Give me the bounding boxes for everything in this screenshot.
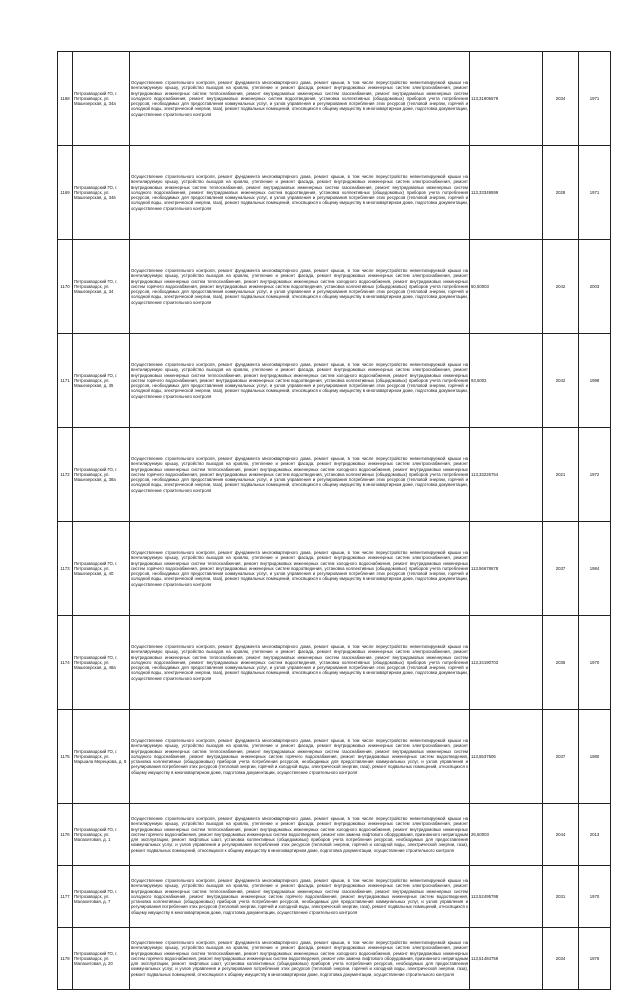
row-number: 1172 (58, 428, 73, 522)
row-number: 1178 (58, 928, 73, 990)
construction-year: 1971 (579, 52, 611, 146)
building-address: Петрозаводский ГО, г. Петрозаводск, ул. Машезерская, д. 40 (73, 522, 130, 616)
cost-value: 113,56678678 (470, 522, 543, 616)
work-description-text: Осуществление строительного контроля, ремонт фундамента многоквартирного дома, ремонт крыши, в том числе переустройство невентилируемой крыши на вентилируемую крышу, устройство выходов на кровлю, утепление и ремонт фасада, ремонт внутридомовых инженерных систем электроснабжения, ремонт внутридомовых инженерных систем теплоснабжения, ремонт внутридомовых инженерных систем холодного водоснабжения, ремонт внутридомовых инженерных систем горячего водоснабжения, ремонт внутридомовых инженерных систем водоотведения, установка коллективных (общедомовых) приборов учета потребления ресурсов, необходимых для предоставления коммунальных услуг, и узлов управления и регулирования потребления этих ресурсов (тепловой энергии, горячей и холодной воды, электрической энергии, газа), ремонт подвальных помещений, относящихся к общему имуществу в многоквартирном доме, подготовка документации, осуществление строительного контроля (131, 267, 468, 305)
planned-year: 2042 (543, 240, 579, 334)
planned-year: 2031 (543, 866, 579, 928)
building-address: Петрозаводский ГО, г. Петрозаводск, ул. Малахитовая, д. 20 (73, 928, 130, 990)
construction-year: 1998 (579, 334, 611, 428)
construction-year: 1980 (579, 710, 611, 804)
table-row (58, 522, 611, 616)
planned-year: 2034 (543, 928, 579, 990)
work-description (130, 710, 470, 804)
cost-value: 113,52495798 (470, 866, 543, 928)
row-number: 1174 (58, 616, 73, 710)
building-address: Петрозаводский ГО, г. Петрозаводск, ул. Маршала Мерецкова, д. 8 (73, 710, 130, 804)
work-description-text: Осуществление строительного контроля, ремонт фундамента многоквартирного дома, ремонт крыши, в том числе переустройство невентилируемой крыши на вентилируемую крышу, устройство выходов на кровлю, утепление и ремонт фасада, ремонт внутридомовых инженерных систем электроснабжения, ремонт внутридомовых инженерных систем теплоснабжения, ремонт внутридомовых инженерных систем холодного водоснабжения, ремонт внутридомовых инженерных систем горячего водоснабжения, ремонт внутридомовых инженерных систем водоотведения, установка коллективных (общедомовых) приборов учета потребления ресурсов, необходимых для предоставления коммунальных услуг, и узлов управления и регулирования потребления этих ресурсов (тепловой энергии, горячей и холодной воды, электрической энергии, газа), ремонт подвальных помещений, относящихся к общему имуществу в многоквартирном доме, подготовка документации, осуществление строительного контроля (131, 549, 468, 587)
cost-value: 113,5537506 (470, 710, 543, 804)
work-description (130, 616, 470, 710)
work-description (130, 866, 470, 928)
planned-year: 2037 (543, 710, 579, 804)
planned-year: 2035 (543, 616, 579, 710)
planned-year: 2028 (543, 146, 579, 240)
row-number: 1171 (58, 334, 73, 428)
work-description (130, 522, 470, 616)
cost-value: 50,50003 (470, 240, 543, 334)
cost-value: 113,33226754 (470, 428, 543, 522)
planned-year: 2034 (543, 52, 579, 146)
building-address: Петрозаводский ГО, г. Петрозаводск, ул. Машезерская, д. 48а (73, 616, 130, 710)
table-row (58, 804, 611, 866)
cost-value: 113,34190703 (470, 616, 543, 710)
construction-year: 1970 (579, 866, 611, 928)
table-row (58, 240, 611, 334)
construction-year: 2013 (579, 804, 611, 866)
construction-year: 1971 (579, 146, 611, 240)
cost-value: 113,51484759 (470, 928, 543, 990)
row-number: 1175 (58, 710, 73, 804)
work-description-text: Осуществление строительного контроля, ремонт фундамента многоквартирного дома, ремонт крыши, в том числе переустройство невентилируемой крыши на вентилируемую крышу, устройство выходов на кровлю, утепление и ремонт фасада, ремонт внутридомовых инженерных систем электроснабжения, ремонт внутридомовых инженерных систем теплоснабжения, ремонт внутридомовых инженерных систем холодного водоснабжения, ремонт внутридомовых инженерных систем горячего водоснабжения, ремонт внутридомовых инженерных систем водоотведения, установка коллективных (общедомовых) приборов учета потребления ресурсов, необходимых для предоставления коммунальных услуг, и узлов управления и регулирования потребления этих ресурсов (тепловой энергии, горячей и холодной воды, электрической энергии, газа), ремонт подвальных помещений, относящихся к общему имуществу в многоквартирном доме, подготовка документации, осуществление строительного контроля (131, 455, 468, 493)
registry-table-body (58, 52, 611, 990)
table-row (58, 428, 611, 522)
construction-year: 1970 (579, 616, 611, 710)
building-address: Петрозаводский ГО, г. Петрозаводск, ул. Машезерская, д. 34а (73, 52, 130, 146)
construction-year: 1984 (579, 522, 611, 616)
building-address: Петрозаводский ГО, г. Петрозаводск, ул. Машезерская, д. 38а (73, 428, 130, 522)
cost-value: 113,33349599 (470, 146, 543, 240)
cost-value: 93,5002 (470, 334, 543, 428)
row-number: 1170 (58, 240, 73, 334)
work-description (130, 146, 470, 240)
planned-year: 2044 (543, 804, 579, 866)
cost-value: 26,50003 (470, 804, 543, 866)
construction-year: 1972 (579, 428, 611, 522)
table-row (58, 334, 611, 428)
work-description-text: Осуществление строительного контроля, ремонт фундамента многоквартирного дома, ремонт крыши, в том числе переустройство невентилируемой крыши на вентилируемую крышу, устройство выходов на кровлю, утепление и ремонт фасада, ремонт внутридомовых инженерных систем электроснабжения, ремонт внутридомовых инженерных систем теплоснабжения, ремонт внутридомовых инженерных систем газоснабжения, ремонт внутридомовых инженерных систем холодного водоснабжения, ремонт внутридомовых инженерных систем водоотведения, установка коллективных (общедомовых) приборов учета потребления ресурсов, необходимых для предоставления коммунальных услуг, и узлов управления и регулирования потребления этих ресурсов (тепловой энергии, горячей и холодной воды, электрической энергии, газа), ремонт подвальных помещений, относящихся к общему имуществу в многоквартирном доме, подготовка документации, осуществление строительного контроля (131, 79, 468, 117)
row-number: 1176 (58, 804, 73, 866)
table-row (58, 866, 611, 928)
work-description-text: Осуществление строительного контроля, ремонт фундамента многоквартирного дома, ремонт крыши, в том числе переустройство невентилируемой крыши на вентилируемую крышу, устройство выходов на кровлю, утепление и ремонт фасада, ремонт внутридомовых инженерных систем электроснабжения, ремонт внутридомовых инженерных систем теплоснабжения, ремонт внутридомовых инженерных систем холодного водоснабжения, ремонт внутридомовых инженерных систем горячего водоснабжения, ремонт внутридомовых инженерных систем водоотведения, установка коллективных (общедомовых) приборов учета потребления ресурсов, необходимых для предоставления коммунальных услуг, и узлов управления и регулирования потребления этих ресурсов (тепловой энергии, горячей и холодной воды, электрической энергии, газа), ремонт подвальных помещений, относящихся к общему имуществу в многоквартирном доме, подготовка документации, осуществление строительного контроля (131, 361, 468, 399)
row-number: 1169 (58, 146, 73, 240)
work-description-text: Осуществление строительного контроля, ремонт фундамента многоквартирного дома, ремонт крыши, в том числе переустройство невентилируемой крыши на вентилируемую крышу, устройство выходов на кровлю, утепление и ремонт фасада, ремонт внутридомовых инженерных систем электроснабжения, ремонт внутридомовых инженерных систем теплоснабжения, ремонт внутридомовых инженерных систем холодного водоснабжения, ремонт внутридомовых инженерных систем горячего водоснабжения, ремонт внутридомовых инженерных систем водоотведения, ремонт или замена лифтового оборудования, признанного непригодным для эксплуатации, ремонт лифтовых шахт, установка коллективных (общедомовых) приборов учета потребления ресурсов, необходимых для предоставления коммунальных услуг, и узлов управления и регулирования потребления этих ресурсов (тепловой энергии, горячей и холодной воды, электрической энергии, газа), ремонт подвальных помещений, относящихся к общему имуществу в многоквартирном доме, подготовка документации, осуществление строительного контроля (131, 815, 468, 853)
table-row (58, 616, 611, 710)
registry-table (57, 51, 611, 990)
row-number: 1173 (58, 522, 73, 616)
cost-value: 113,31905679 (470, 52, 543, 146)
table-row (58, 928, 611, 990)
building-address: Петрозаводский ГО, г. Петрозаводск, ул. Малахитовая, д. 1 (73, 804, 130, 866)
work-description-text: Осуществление строительного контроля, ремонт фундамента многоквартирного дома, ремонт крыши, в том числе переустройство невентилируемой крыши на вентилируемую крышу, устройство выходов на кровлю, утепление и ремонт фасада, ремонт внутридомовых инженерных систем электроснабжения, ремонт внутридомовых инженерных систем теплоснабжения, ремонт внутридомовых инженерных систем газоснабжения, ремонт внутридомовых инженерных систем холодного водоснабжения, ремонт внутридомовых инженерных систем водоотведения, установка коллективных (общедомовых) приборов учета потребления ресурсов, необходимых для предоставления коммунальных услуг, и узлов управления и регулирования потребления этих ресурсов (тепловой энергии, горячей и холодной воды, электрической энергии, газа), ремонт подвальных помещений, относящихся к общему имуществу в многоквартирном доме, подготовка документации, осуществление строительного контроля (131, 643, 468, 681)
work-description (130, 334, 470, 428)
registry-page (57, 51, 600, 990)
table-row (58, 52, 611, 146)
building-address: Петрозаводский ГО, г. Петрозаводск, ул. Машезерская, д. 35 (73, 334, 130, 428)
work-description (130, 428, 470, 522)
planned-year: 2021 (543, 428, 579, 522)
work-description (130, 804, 470, 866)
building-address: Петрозаводский ГО, г. Петрозаводск, ул. Машезерская, д. 34в (73, 146, 130, 240)
planned-year: 2042 (543, 334, 579, 428)
building-address: Петрозаводский ГО, г. Петрозаводск, ул. Машезерская, д. 34 (73, 240, 130, 334)
work-description (130, 928, 470, 990)
building-address: Петрозаводский ГО, г. Петрозаводск, ул. Малахитовая, д. 7 (73, 866, 130, 928)
row-number: 1177 (58, 866, 73, 928)
work-description-text: Осуществление строительного контроля, ремонт фундамента многоквартирного дома, ремонт крыши, в том числе переустройство невентилируемой крыши на вентилируемую крышу, устройство выходов на кровлю, утепление и ремонт фасада, ремонт внутридомовых инженерных систем электроснабжения, ремонт внутридомовых инженерных систем теплоснабжения, ремонт внутридомовых инженерных систем газоснабжения, ремонт внутридомовых инженерных систем холодного водоснабжения, ремонт внутридомовых инженерных систем водоотведения, установка коллективных (общедомовых) приборов учета потребления ресурсов, необходимых для предоставления коммунальных услуг, и узлов управления и регулирования потребления этих ресурсов (тепловой энергии, горячей и холодной воды, электрической энергии, газа), ремонт подвальных помещений, относящихся к общему имуществу в многоквартирном доме, подготовка документации, осуществление строительного контроля (131, 173, 468, 211)
work-description (130, 52, 470, 146)
work-description (130, 240, 470, 334)
work-description-text: Осуществление строительного контроля, ремонт фундамента многоквартирного дома, ремонт крыши, в том числе переустройство невентилируемой крыши на вентилируемую крышу, устройство выходов на кровлю, утепление и ремонт фасада, ремонт внутридомовых инженерных систем электроснабжения, ремонт внутридомовых инженерных систем теплоснабжения, ремонт внутридомовых инженерных систем газоснабжения, ремонт внутридомовых инженерных систем холодного водоснабжения, ремонт внутридомовых инженерных систем горячего водоснабжения, ремонт внутридомовых инженерных систем водоотведения, установка коллективных (общедомовых) приборов учета потребления ресурсов, необходимых для предоставления коммунальных услуг, и узлов управления и регулирования потребления этих ресурсов (тепловой энергии, горячей и холодной воды, электрической энергии, газа), ремонт подвальных помещений, относящихся к общему имуществу в многоквартирном доме, подготовка документации, осуществление строительного контроля (131, 877, 468, 915)
table-row (58, 146, 611, 240)
construction-year: 2003 (579, 240, 611, 334)
work-description-text: Осуществление строительного контроля, ремонт фундамента многоквартирного дома, ремонт крыши, в том числе переустройство невентилируемой крыши на вентилируемую крышу, устройство выходов на кровлю, утепление и ремонт фасада, ремонт внутридомовых инженерных систем электроснабжения, ремонт внутридомовых инженерных систем теплоснабжения, ремонт внутридомовых инженерных систем холодного водоснабжения, ремонт внутридомовых инженерных систем горячего водоснабжения, ремонт внутридомовых инженерных систем водоотведения, ремонт или замена лифтового оборудования, признанного непригодным для эксплуатации, ремонт лифтовых шахт, установка коллективных (общедомовых) приборов учета потребления ресурсов, необходимых для предоставления коммунальных услуг, и узлов управления и регулирования потребления этих ресурсов (тепловой энергии, горячей и холодной воды, электрической энергии, газа), ремонт подвальных помещений, относящихся к общему имуществу в многоквартирном доме, подготовка документации, осуществление строительного контроля (131, 939, 468, 977)
table-row (58, 710, 611, 804)
planned-year: 2037 (543, 522, 579, 616)
row-number: 1168 (58, 52, 73, 146)
construction-year: 1976 (579, 928, 611, 990)
work-description-text: Осуществление строительного контроля, ремонт фундамента многоквартирного дома, ремонт крыши, в том числе переустройство невентилируемой крыши на вентилируемую крышу, устройство выходов на кровлю, утепление и ремонт фасада, ремонт внутридомовых инженерных систем электроснабжения, ремонт внутридомовых инженерных систем теплоснабжения, ремонт внутридомовых инженерных систем газоснабжения, ремонт внутридомовых инженерных систем холодного водоснабжения, ремонт внутридомовых инженерных систем горячего водоснабжения, ремонт внутридомовых инженерных систем водоотведения, установка коллективных (общедомовых) приборов учета потребления ресурсов, необходимых для предоставления коммунальных услуг, и узлов управления и регулирования потребления этих ресурсов (тепловой энергии, горячей и холодной воды, электрической энергии, газа), ремонт подвальных помещений, относящихся к общему имуществу в многоквартирном доме, подготовка документации, осуществление строительного контроля (131, 737, 468, 775)
